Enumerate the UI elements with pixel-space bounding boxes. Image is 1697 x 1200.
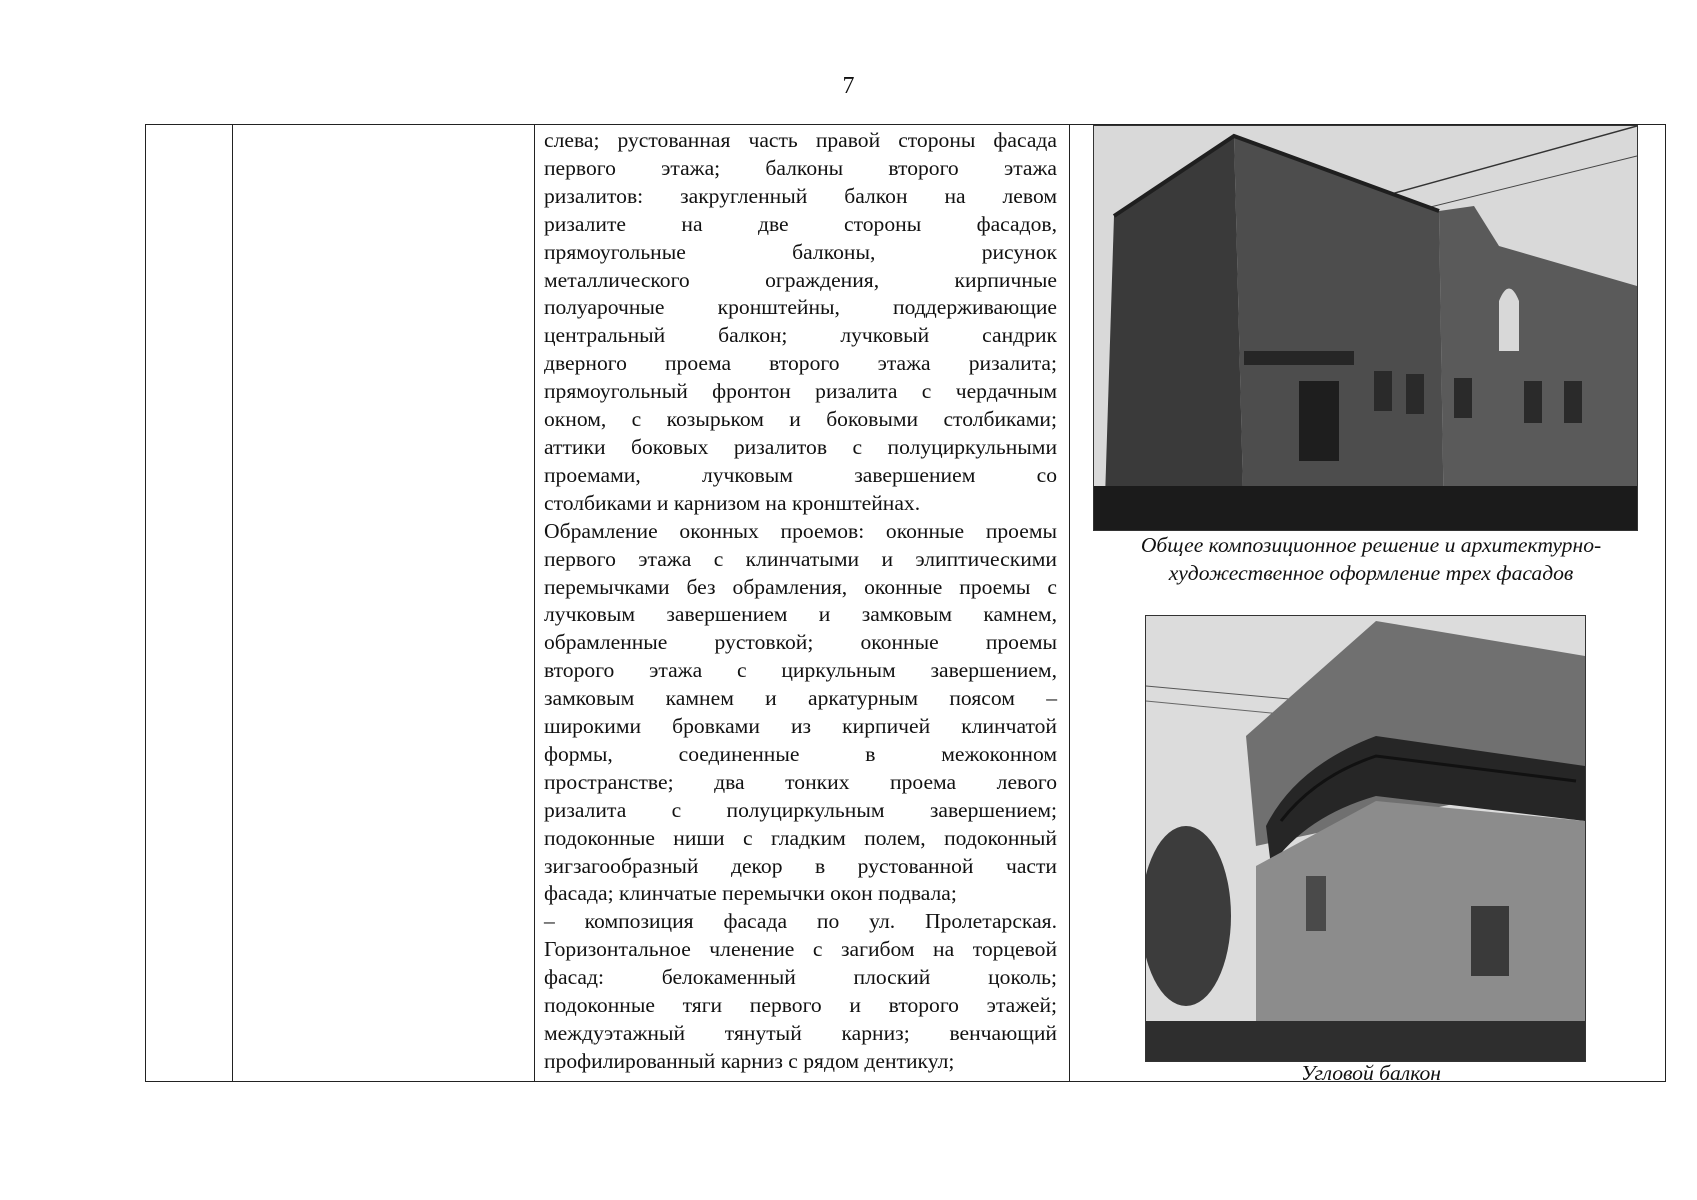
description-line: обрамленные рустовкой; оконные проемы <box>544 630 1057 655</box>
description-line: профилированный карниз с рядом дентикул; <box>544 1048 955 1073</box>
description-line: зигзагообразный декор в рустованной части <box>544 853 1057 878</box>
description-line: ризалите на две стороны фасадов, <box>544 211 1057 236</box>
column-divider <box>232 125 233 1081</box>
description-line: полуарочные кронштейны, поддерживающие <box>544 295 1057 320</box>
column-divider <box>534 125 535 1081</box>
document-table <box>145 124 1666 1085</box>
description-line: замковым камнем и аркатурным поясом – <box>544 686 1057 711</box>
description-line: металлического ограждения, кирпичные <box>544 267 1057 292</box>
description-line: формы, соединенные в межоконном <box>544 741 1057 766</box>
description-line: аттики боковых ризалитов с полуциркульными <box>544 434 1057 459</box>
description-line: фасада; клинчатые перемычки окон подвала; <box>544 881 957 906</box>
facade-description <box>544 127 1057 1076</box>
description-line: междуэтажный тянутый карниз; венчающий <box>544 1021 1057 1045</box>
description-line: лучковым завершением и замковым камнем, <box>544 602 1057 627</box>
description-line: ризалитов: закругленный балкон на левом <box>544 183 1057 208</box>
description-line: первого этажа; балконы второго этажа <box>544 155 1057 180</box>
description-line: подоконные ниши с гладким полем, подоконный <box>544 825 1057 850</box>
description-line: дверного проема второго этажа ризалита; <box>544 351 1057 376</box>
building-facades-photo <box>1093 125 1638 531</box>
description-line: фасад: белокаменный плоский цоколь; <box>544 965 1057 990</box>
column-divider <box>1069 125 1070 1081</box>
description-line: пространстве; два тонких проема левого <box>544 769 1057 794</box>
description-line: Горизонтальное членение с загибом на торцевой <box>544 937 1057 962</box>
corner-balcony-photo <box>1145 615 1586 1062</box>
page-number: 7 <box>842 73 855 99</box>
description-line: – композиция фасада по ул. Пролетарская. <box>544 909 1057 934</box>
description-line: окном, с козырьком и боковыми столбиками; <box>544 407 1057 432</box>
description-line: широкими бровками из кирпичей клинчатой <box>544 714 1057 739</box>
description-line: проемами, лучковым завершением со <box>544 462 1057 487</box>
description-line: ризалита с полуциркульным завершением; <box>544 797 1057 822</box>
description-line: прямоугольные балконы, рисунок <box>544 239 1057 264</box>
description-line: центральный балкон; лучковый сандрик <box>544 323 1057 348</box>
description-line: столбиками и карнизом на кронштейнах. <box>544 490 921 515</box>
description-line: второго этажа с циркульным завершением, <box>544 658 1057 683</box>
photo-caption: Общее композиционное решение и архитектурно-художественное оформление трех фасадов <box>1140 533 1602 585</box>
description-line: подоконные тяги первого и второго этажей; <box>544 993 1057 1018</box>
description-line: первого этажа с клинчатыми и элиптическими <box>544 546 1057 571</box>
description-line: слева; рустованная часть правой стороны фасада <box>544 128 1057 152</box>
description-line: Обрамление оконных проемов: оконные проемы <box>544 518 1057 543</box>
description-line: перемычками без обрамления, оконные проемы с <box>544 574 1057 599</box>
description-line: прямоугольный фронтон ризалита с чердачным <box>544 379 1057 404</box>
photo-caption: Угловой балкон <box>1300 1061 1441 1085</box>
